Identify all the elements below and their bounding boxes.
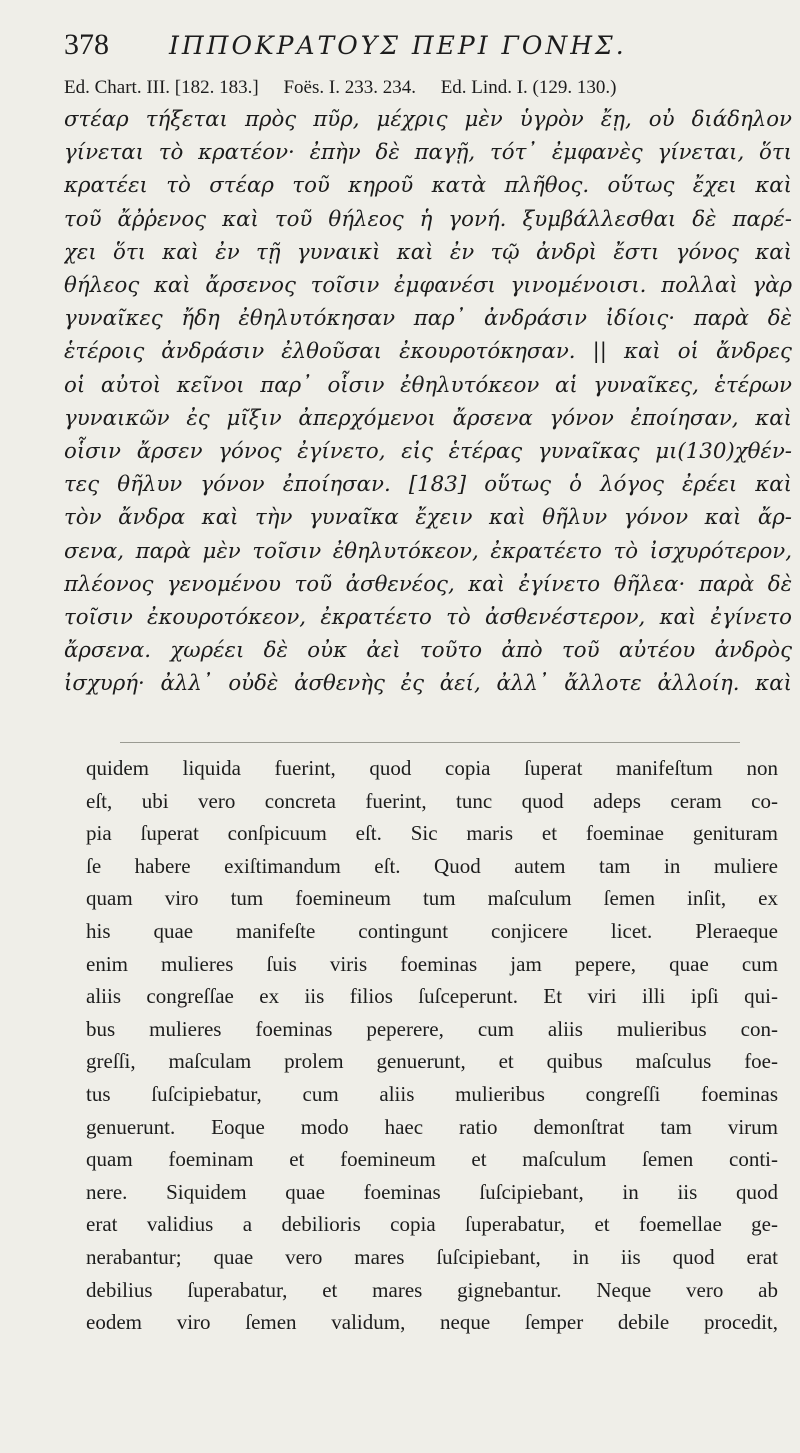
greek-text bbox=[64, 103, 792, 701]
latin-line: debilius ſuperabatur, et mares gignebantur. Neque vero ab bbox=[86, 1277, 778, 1302]
greek-line: γυναῖκες ἤδη ἐθηλυτόκησαν παρ᾽ ἀνδράσιν ἰδίοις· παρὰ δὲ bbox=[64, 306, 792, 332]
latin-line: greſſi, maſculam prolem genuerunt, et quibus maſculus foe- bbox=[86, 1049, 778, 1074]
greek-line: τοῦ ἄῤῥενος καὶ τοῦ θήλεος ἡ γονή. ξυμβάλλεσθαι δὲ παρέ- bbox=[64, 206, 792, 232]
latin-line: his quae manifeſte contingunt conjicere licet. Pleraeque bbox=[86, 918, 778, 943]
greek-line: γίνεται τὸ κρατέον· ἐπὴν δὲ παγῇ, τότ᾽ ἐμφανὲς γίνεται, ὅτι bbox=[64, 140, 792, 166]
latin-line: genuerunt. Eoque modo haec ratio demonſtrat tam virum bbox=[86, 1114, 778, 1139]
latin-line: quidem liquida fuerint, quod copia ſuperat manifeſtum non bbox=[86, 756, 778, 780]
latin-line: pia ſuperat conſpicuum eſt. Sic maris et foeminae genituram bbox=[86, 821, 778, 846]
latin-line: aliis congreſſae ex iis filios ſuſceperunt. Et viri illi ipſi qui- bbox=[86, 984, 778, 1009]
running-title: ΙΠΠΟΚΡΑΤΟΥΣ ΠΕΡΙ ΓΟΝΗΣ. bbox=[169, 31, 627, 60]
greek-line: πλέονος γενομένου τοῦ ἀσθενέος, καὶ ἐγίνετο θῆλεα· παρὰ δὲ bbox=[64, 571, 792, 597]
greek-line: οἷσιν ἄρσεν γόνος ἐγίνετο, εἰς ἑτέρας γυναῖκας μι(130)χθέν- bbox=[64, 439, 792, 465]
latin-line: nere. Siquidem quae foeminas ſuſcipiebant, in iis quod bbox=[86, 1179, 778, 1204]
edition-references bbox=[64, 77, 794, 99]
greek-line: ἄρσενα. χωρέει δὲ οὐκ ἀεὶ τοῦτο ἀπὸ τοῦ αὐτέου ἀνδρὸς bbox=[64, 638, 792, 664]
greek-line: οἱ αὐτοὶ κεῖνοι παρ᾽ οἷσιν ἐθηλυτόκεον αἱ γυναῖκες, ἑτέρων bbox=[64, 372, 792, 398]
greek-line: στέαρ τήξεται πρὸς πῦρ, μέχρις μὲν ὑγρὸν ἔῃ, οὐ διάδηλον bbox=[64, 107, 792, 132]
latin-line: quam viro tum foemineum tum maſculum ſemen inſit, ex bbox=[86, 886, 778, 911]
greek-line: θήλεος καὶ ἄρσενος τοῖσιν ἐμφανέσι γινομένοισι. πολλαὶ γὰρ bbox=[64, 273, 792, 299]
greek-line: τοῖσιν ἐκουροτόκεον, ἐκρατέετο τὸ ἀσθενέστερον, καὶ ἐγίνετο bbox=[64, 605, 792, 631]
section-divider bbox=[120, 742, 740, 743]
greek-line: ἑτέροις ἀνδράσιν ἐλθοῦσαι ἐκουροτόκησαν. || καὶ οἱ ἄνδρες bbox=[64, 339, 792, 365]
greek-line: χει ὅτι καὶ ἐν τῇ γυναικὶ καὶ ἐν τῷ ἀνδρὶ ἔστι γόνος καὶ bbox=[64, 239, 792, 265]
latin-translation bbox=[86, 752, 778, 1339]
page-header bbox=[64, 28, 764, 72]
latin-line: nerabantur; quae vero mares ſuſcipiebant, in iis quod erat bbox=[86, 1244, 778, 1269]
edition-chart: Ed. Chart. III. [182. 183.] bbox=[64, 77, 259, 98]
latin-line: bus mulieres foeminas peperere, cum aliis mulieribus con- bbox=[86, 1016, 778, 1041]
latin-line: ſe habere exiſtimandum eſt. Quod autem tam in muliere bbox=[86, 853, 778, 878]
greek-line: τες θῆλυν γόνον ἐποίησαν. [183] οὕτως ὁ λόγος ἐρέει καὶ bbox=[64, 472, 792, 498]
latin-line: quam foeminam et foemineum et maſculum ſemen conti- bbox=[86, 1147, 778, 1172]
page-number: 378 bbox=[64, 28, 109, 61]
greek-line: σενα, παρὰ μὲν τοῖσιν ἐθηλυτόκεον, ἐκρατέετο τὸ ἰσχυρότερον, bbox=[64, 538, 792, 564]
greek-line: γυναικῶν ἐς μῖξιν ἀπερχόμενοι ἄρσενα γόνον ἐποίησαν, καὶ bbox=[64, 405, 792, 431]
greek-line: κρατέει τὸ στέαρ τοῦ κηροῦ κατὰ πλῆθος. οὕτως ἔχει καὶ bbox=[64, 173, 792, 199]
edition-foes: Foës. I. 233. 234. bbox=[283, 77, 416, 98]
latin-line: eodem viro ſemen validum, neque ſemper debile procedit, bbox=[86, 1310, 778, 1335]
edition-lind: Ed. Lind. I. (129. 130.) bbox=[440, 77, 617, 98]
greek-line: τὸν ἄνδρα καὶ τὴν γυναῖκα ἔχειν καὶ θῆλυν γόνον καὶ ἄρ- bbox=[64, 505, 792, 531]
latin-line: enim mulieres ſuis viris foeminas jam pepere, quae cum bbox=[86, 951, 778, 976]
greek-line: ἰσχυρή· ἀλλ᾽ οὐδὲ ἀσθενὴς ἐς ἀεί, ἀλλ᾽ ἄλλοτε ἀλλοίη. καὶ bbox=[64, 671, 792, 697]
latin-line: erat validius a debilioris copia ſuperabatur, et foemellae ge- bbox=[86, 1212, 778, 1237]
latin-line: tus ſuſcipiebatur, cum aliis mulieribus congreſſi foeminas bbox=[86, 1081, 778, 1106]
latin-line: eſt, ubi vero concreta fuerint, tunc quod adeps ceram co- bbox=[86, 788, 778, 813]
